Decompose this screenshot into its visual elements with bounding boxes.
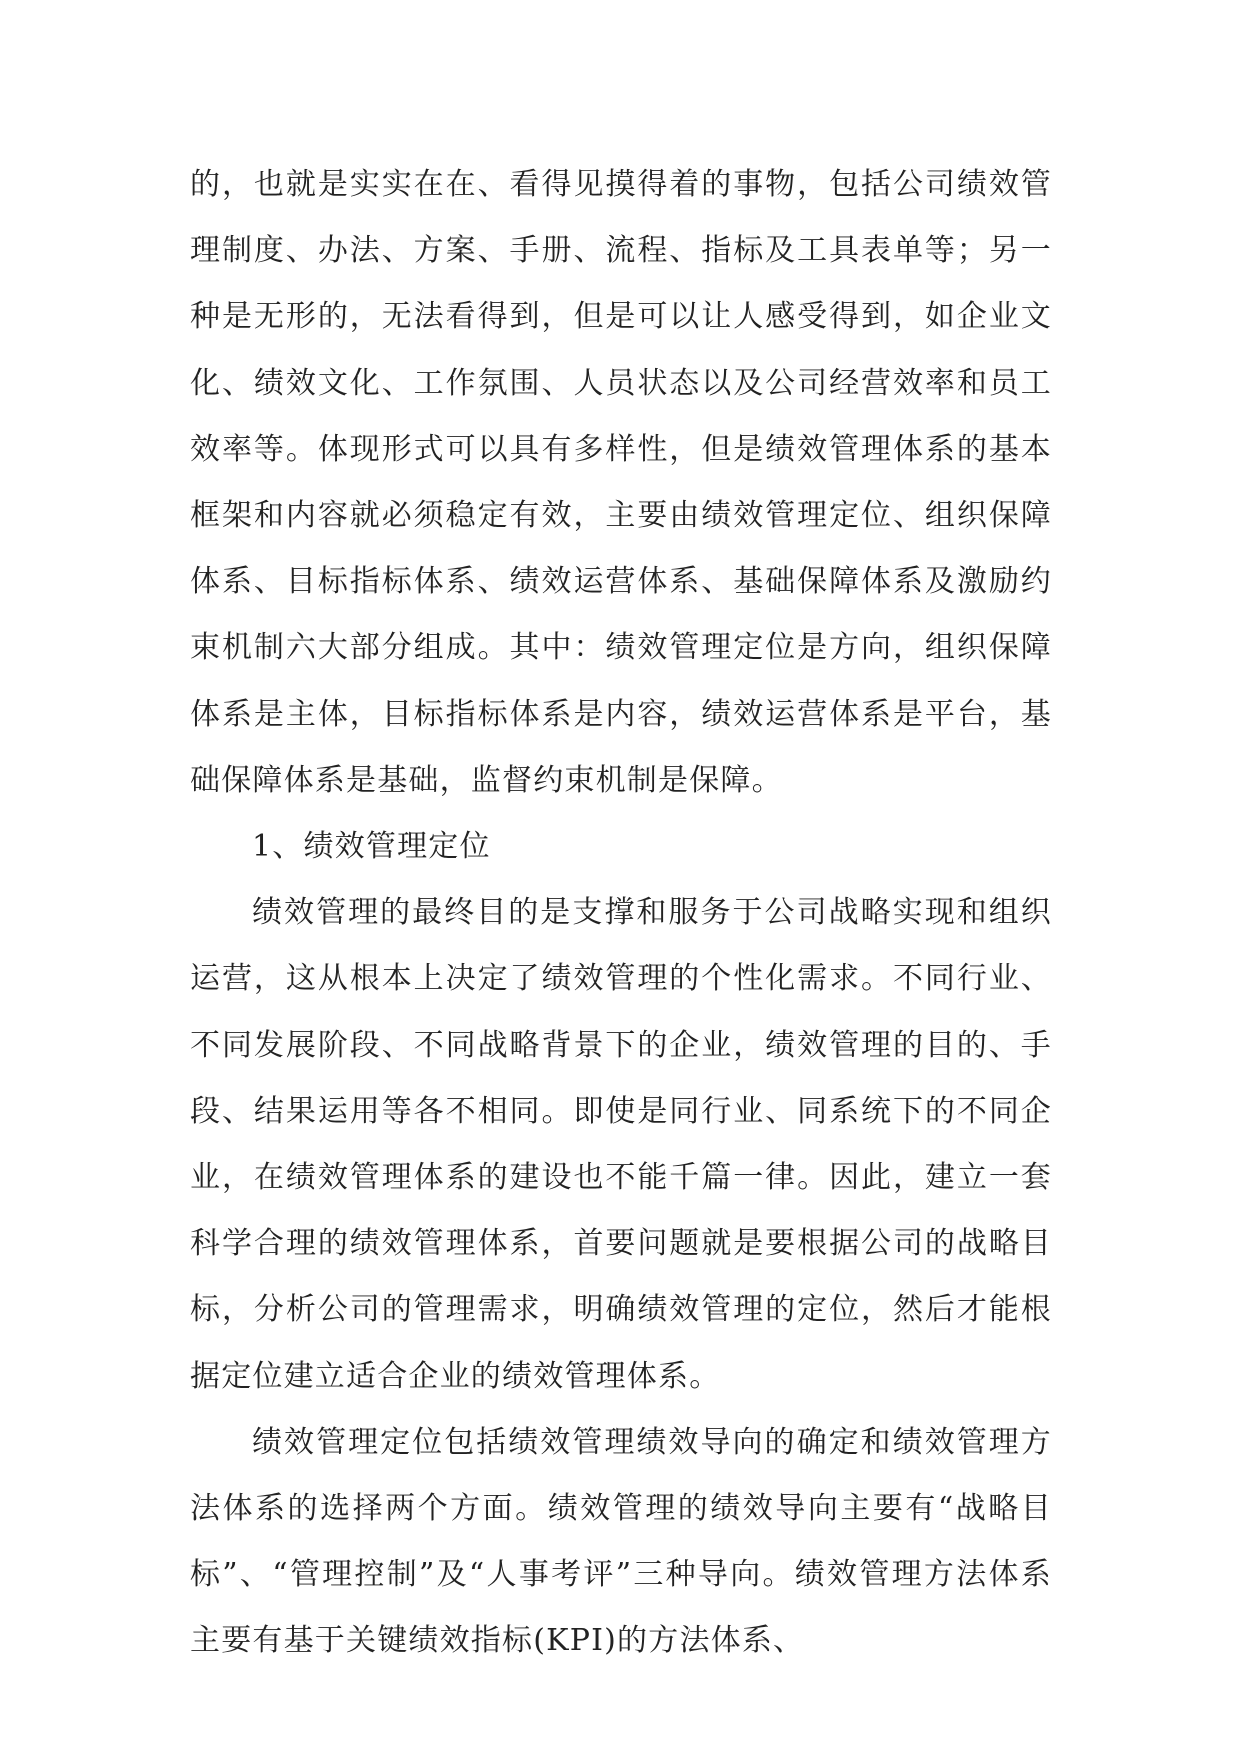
paragraph: 绩效管理的最终目的是支撑和服务于公司战略实现和组织运营，这从根本上决定了绩效管理的个性化需求。不同行业、不同发展阶段、不同战略背景下的企业，绩效管理的目的、手段、结果运用等各不相同。即使是同行业、同系统下的不同企业，在绩效管理体系的建设也不能千篇一律。因此，建立一套科学合理的绩效管理体系，首要问题就是要根据公司的战略目标，分析公司的管理需求，明确绩效管理的定位，然后才能根据定位建立适合企业的绩效管理体系。 [190, 895, 1052, 1394]
paragraph-continuation: 的，也就是实实在在、看得见摸得着的事物，包括公司绩效管理制度、办法、方案、手册、流程、指标及工具表单等；另一种是无形的，无法看得到，但是可以让人感受得到，如企业文化、绩效文化、工作氛围、人员状态以及公司经营效率和员工效率等。体现形式可以具有多样性，但是绩效管理体系的基本框架和内容就必须稳定有效，主要由绩效管理定位、组织保障体系、目标指标体系、绩效运营体系、基础保障体系及激励约束机制六大部分组成。其中：绩效管理定位是方向，组织保障体系是主体，目标指标体系是内容，绩效运营体系是平台，基础保障体系是基础，监督约束机制是保障。 [190, 167, 1052, 798]
section-heading: 1、绩效管理定位 [252, 829, 491, 865]
document-body [190, 152, 1052, 1675]
paragraph: 绩效管理定位包括绩效管理绩效导向的确定和绩效管理方法体系的选择两个方面。绩效管理的绩效导向主要有“战略目标”、“管理控制”及“人事考评”三种导向。绩效管理方法体系主要有基于关键绩效指标(KPI)的方法体系、 [190, 1424, 1052, 1659]
